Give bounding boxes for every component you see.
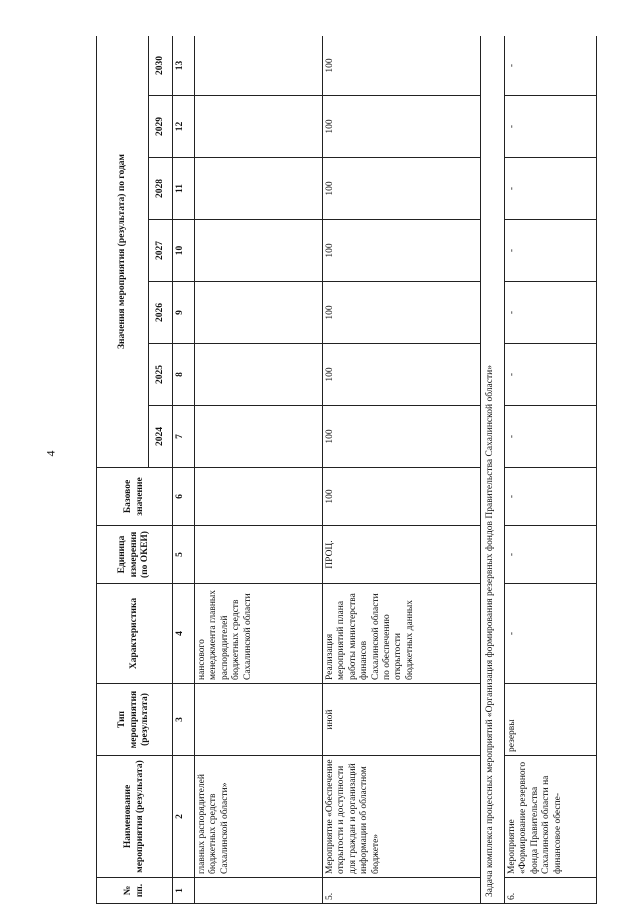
header-year: 2026 bbox=[149, 282, 173, 344]
cell-num: 5. bbox=[323, 878, 481, 904]
header-base-value: Базовое значение bbox=[97, 468, 173, 526]
column-index: 13 bbox=[173, 36, 195, 96]
column-index: 5 bbox=[173, 526, 195, 584]
cell-name: Мероприятие «Формирование резервного фонда Правительства Сахалинской области на финансовое обеспе- bbox=[505, 756, 597, 878]
header-year: 2027 bbox=[149, 220, 173, 282]
cell-base: - bbox=[505, 468, 597, 526]
cell-unit: - bbox=[505, 526, 597, 584]
column-index: 7 bbox=[173, 406, 195, 468]
cell-unit bbox=[195, 526, 323, 584]
table-row-6 bbox=[505, 36, 597, 904]
cell-base bbox=[195, 468, 323, 526]
cell-name: главных распорядителей бюджетных средств Сахалинской области» bbox=[195, 756, 323, 878]
header-values-by-year: Значения мероприятия (результата) по годам bbox=[97, 36, 149, 468]
cell-value: 100 bbox=[323, 36, 481, 96]
cell-value bbox=[195, 96, 323, 158]
measures-table bbox=[96, 36, 597, 904]
column-index: 9 bbox=[173, 282, 195, 344]
header-year: 2025 bbox=[149, 344, 173, 406]
rotated-table-area bbox=[96, 36, 636, 904]
cell-num: 6. bbox=[505, 878, 597, 904]
cell-value bbox=[195, 344, 323, 406]
cell-characteristic: - bbox=[505, 584, 597, 684]
cell-value: - bbox=[505, 36, 597, 96]
cell-value: - bbox=[505, 406, 597, 468]
rotated-content bbox=[96, 36, 636, 904]
column-index: 4 bbox=[173, 584, 195, 684]
cell-value: - bbox=[505, 220, 597, 282]
cell-value bbox=[195, 220, 323, 282]
header-year: 2029 bbox=[149, 96, 173, 158]
column-index: 6 bbox=[173, 468, 195, 526]
cell-type bbox=[195, 684, 323, 756]
table-row-5 bbox=[323, 36, 481, 904]
header-year: 2028 bbox=[149, 158, 173, 220]
cell-value: 100 bbox=[323, 344, 481, 406]
cell-type: иной bbox=[323, 684, 481, 756]
cell-value: 100 bbox=[323, 220, 481, 282]
cell-characteristic: нансового менеджмента главных распорядителей бюджетных средств Сахалинской области bbox=[195, 584, 323, 684]
cell-value bbox=[195, 158, 323, 220]
cell-value: - bbox=[505, 158, 597, 220]
column-index-row bbox=[173, 36, 195, 904]
cell-value: 100 bbox=[323, 282, 481, 344]
cell-value: 100 bbox=[323, 406, 481, 468]
cell-value: 100 bbox=[323, 96, 481, 158]
header-year: 2030 bbox=[149, 36, 173, 96]
cell-value bbox=[195, 282, 323, 344]
cell-characteristic: Реализация мероприятий плана работы министерства финансов Сахалинской области по обеспечению открытости бюджетных данных bbox=[323, 584, 481, 684]
header-unit: Единица измерения (по ОКЕИ) bbox=[97, 526, 173, 584]
section-heading: Задача комплекса процессных мероприятий «Организация формирования резервных фондов Правительства Сахалинской области» bbox=[481, 36, 505, 904]
column-index: 8 bbox=[173, 344, 195, 406]
column-index: 12 bbox=[173, 96, 195, 158]
column-index: 1 bbox=[173, 878, 195, 904]
column-index: 2 bbox=[173, 756, 195, 878]
column-index: 3 bbox=[173, 684, 195, 756]
cell-type: резервы bbox=[505, 684, 597, 756]
header-row-1 bbox=[97, 36, 149, 904]
column-index: 10 bbox=[173, 220, 195, 282]
cell-num bbox=[195, 878, 323, 904]
cell-value: - bbox=[505, 282, 597, 344]
column-index: 11 bbox=[173, 158, 195, 220]
cell-value: 100 bbox=[323, 158, 481, 220]
header-year: 2024 bbox=[149, 406, 173, 468]
cell-value bbox=[195, 36, 323, 96]
cell-value bbox=[195, 406, 323, 468]
cell-unit: ПРОЦ. bbox=[323, 526, 481, 584]
header-characteristic: Характеристика bbox=[97, 584, 173, 684]
header-num: № пп. bbox=[97, 878, 173, 904]
table-row-continued bbox=[195, 36, 323, 904]
cell-value: - bbox=[505, 96, 597, 158]
cell-name: Мероприятие «Обеспечение открытости и доступности для граждан и организаций информации об областном бюджете» bbox=[323, 756, 481, 878]
page-number: 4 bbox=[43, 450, 58, 457]
cell-base: 100 bbox=[323, 468, 481, 526]
section-row bbox=[481, 36, 505, 904]
header-type: Тип мероприятия (результата) bbox=[97, 684, 173, 756]
header-name: Наименование мероприятия (результата) bbox=[97, 756, 173, 878]
cell-value: - bbox=[505, 344, 597, 406]
